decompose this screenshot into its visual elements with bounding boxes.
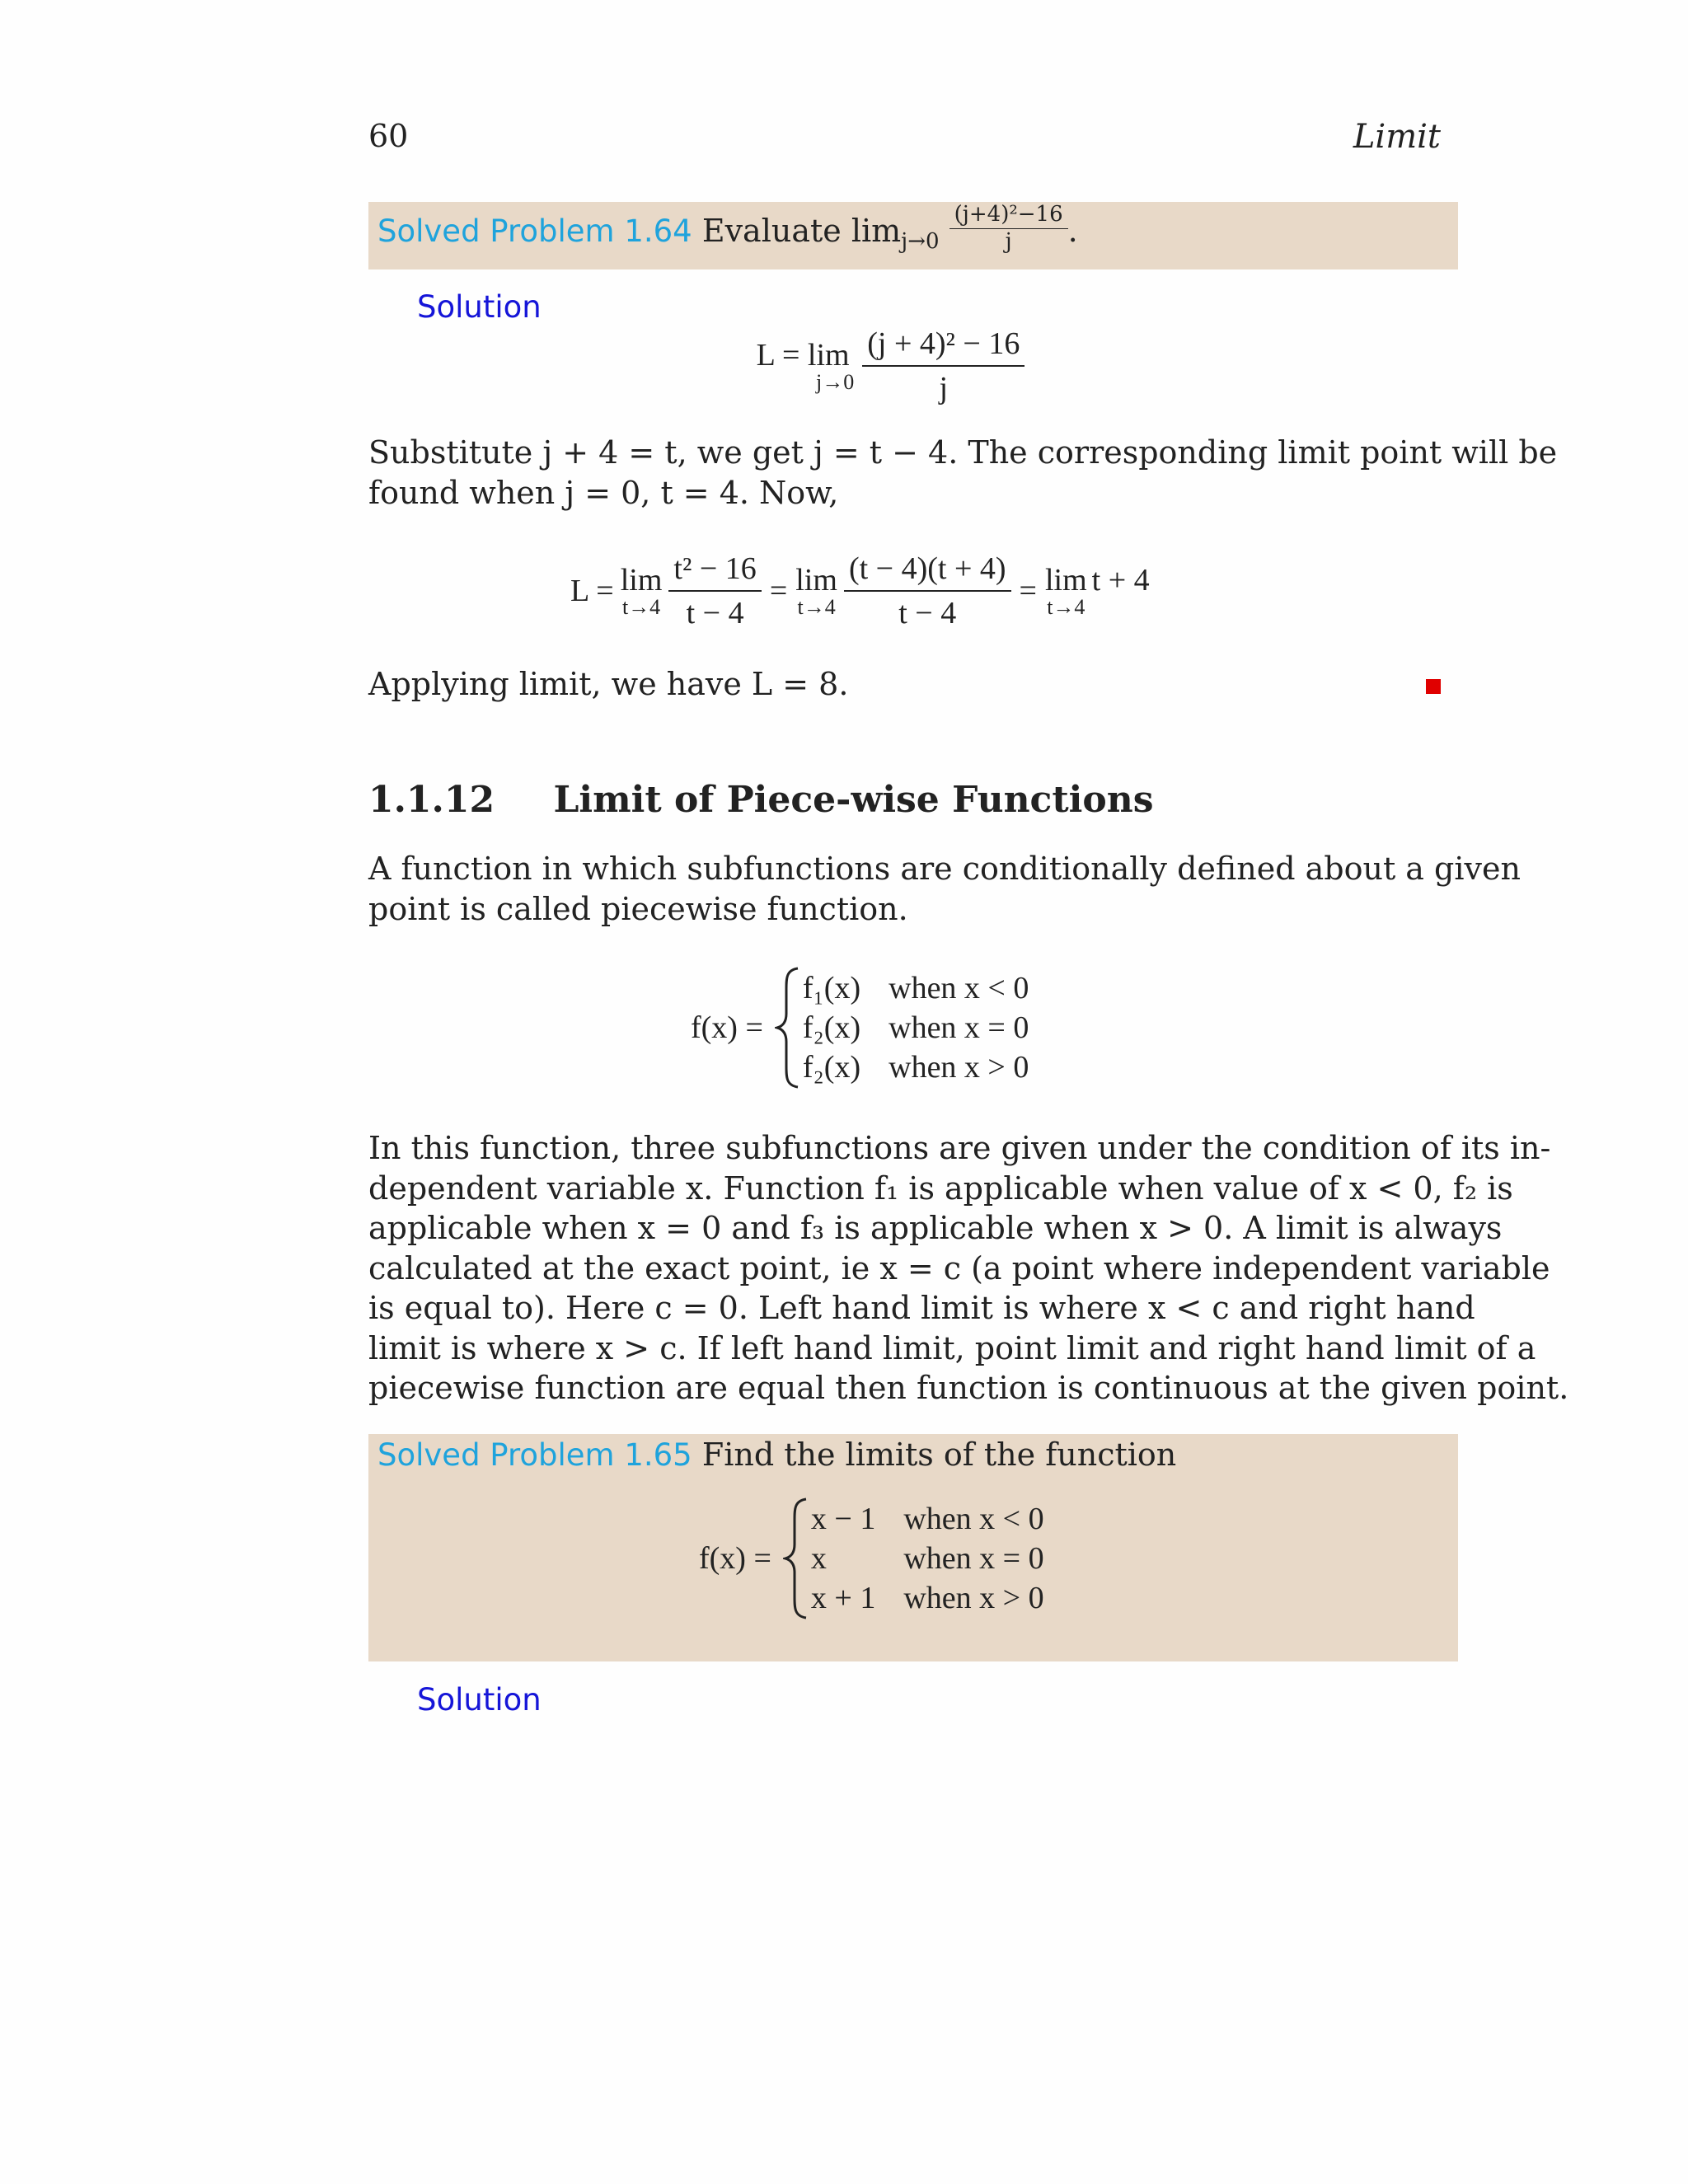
paragraph-line: point is called piecewise function. [368,890,908,927]
piecewise-table [811,1499,1044,1618]
piecewise-definition-2 [699,1497,1044,1620]
equation-2-fraction-1 [668,551,761,631]
equals-sign: = [769,574,788,608]
piecewise-row [811,1578,1044,1618]
equation-1-limit-sub: j→0 [816,370,855,394]
subfunction: x [810,1541,827,1576]
piecewise-row [803,1008,1029,1047]
condition: when x = 0 [889,1010,1029,1045]
section-number: 1.1.12 [368,779,495,821]
equation-2-limit-1 [621,562,663,620]
condition: when x > 0 [903,1581,1044,1615]
condition: when x < 0 [903,1502,1044,1536]
paragraph-line: In this function, three subfunctions are given under the condition of its in- [368,1130,1551,1166]
subfunction: f₂(x) [802,1050,861,1085]
equation-1-fraction [862,326,1025,406]
paragraph-line: calculated at the exact point, ie x = c (a point where independent variable [368,1249,1550,1286]
equation-2-tail: t + 4 [1091,563,1150,598]
inline-limit-sub: j→0 [901,229,940,254]
piecewise-lhs: f(x) = [699,1541,771,1576]
piecewise-row [803,968,1029,1008]
limit-word: lim [795,563,837,598]
fraction-denominator: t − 4 [898,596,957,630]
paragraph-line: dependent variable x. Function f₁ is applicable when value of x < 0, f₂ is [368,1169,1513,1207]
piecewise-lhs: f(x) = [691,1010,763,1045]
subfunction: f₂(x) [802,1010,861,1045]
paragraph-piecewise-explanation [368,1128,1569,1408]
condition: when x > 0 [889,1050,1029,1085]
problem-end: . [1067,213,1078,249]
qed-square-icon [1426,679,1441,694]
equation-2-limit-3 [1045,562,1087,620]
equation-2-lhs: L = [570,574,614,608]
running-title: Limit [1353,118,1441,156]
paragraph-applying-limit: Applying limit, we have L = 8. [368,666,849,702]
equation-2 [570,551,1150,631]
problem-statement-1-65 [377,1436,1176,1473]
left-brace-icon [775,966,803,1090]
piecewise-row [811,1499,1044,1539]
condition: when x < 0 [889,971,1029,1005]
paragraph-line: piecewise function are equal then function is continuous at the given point. [368,1370,1569,1406]
inline-fraction [950,202,1068,254]
problem-text: Evaluate [701,213,842,249]
problem-label: Solved Problem 1.64 [377,213,692,249]
solution-label: Solution [417,289,542,325]
section-title: Limit of Piece-wise Functions [553,779,1154,821]
equation-1-lhs [752,337,854,395]
subfunction: f₁(x) [802,971,861,1005]
equation-1-lhs-text: L = lim [756,338,850,373]
limit-word: lim [620,563,663,598]
inline-fraction-numerator: (j+4)²−16 [950,202,1068,229]
equation-1 [752,326,1025,406]
paragraph-line: is equal to). Here c = 0. Left hand limit is where x < c and right hand [368,1290,1475,1326]
equation-2-fraction-2 [844,551,1011,631]
subfunction: x − 1 [810,1502,876,1536]
limit-sub: t→4 [621,595,661,619]
piecewise-table [803,968,1029,1087]
equation-1-numerator: (j + 4)² − 16 [862,326,1025,367]
subfunction: x + 1 [810,1581,876,1615]
paragraph-line: Substitute j + 4 = t, we get j = t − 4. The corresponding limit point will be [368,434,1558,471]
piecewise-row [811,1539,1044,1578]
paragraph-piecewise-definition [368,849,1521,929]
section-heading [368,779,1154,821]
paragraph-line: limit is where x > c. If left hand limit, point limit and right hand limit of a [368,1329,1536,1366]
paragraph-line: applicable when x = 0 and f₃ is applicable when x > 0. A limit is always [368,1210,1503,1246]
inline-limit: lim [851,213,902,249]
problem-text: Find the limits of the function [701,1436,1177,1473]
fraction-numerator: t² − 16 [668,551,761,592]
paragraph-substitution [368,433,1558,513]
equals-sign: = [1019,574,1037,608]
paragraph-line: A function in which subfunctions are conditionally defined about a given [368,851,1521,887]
limit-sub: t→4 [1047,595,1085,619]
piecewise-definition-1 [691,966,1029,1090]
left-brace-icon [783,1497,811,1620]
equation-2-limit-2 [795,562,837,620]
inline-fraction-denominator: j [1005,229,1012,254]
solution-label: Solution [417,1682,542,1718]
fraction-denominator: t − 4 [686,596,744,630]
limit-sub: t→4 [797,595,836,619]
piecewise-row [803,1047,1029,1087]
fraction-numerator: (t − 4)(t + 4) [844,551,1011,592]
limit-word: lim [1044,563,1087,598]
equation-1-denominator: j [939,371,949,405]
condition: when x = 0 [903,1541,1044,1576]
problem-statement-1-64 [377,202,1078,254]
paragraph-line: found when j = 0, t = 4. Now, [368,474,839,511]
page-number: 60 [368,118,409,154]
problem-label: Solved Problem 1.65 [377,1437,692,1473]
